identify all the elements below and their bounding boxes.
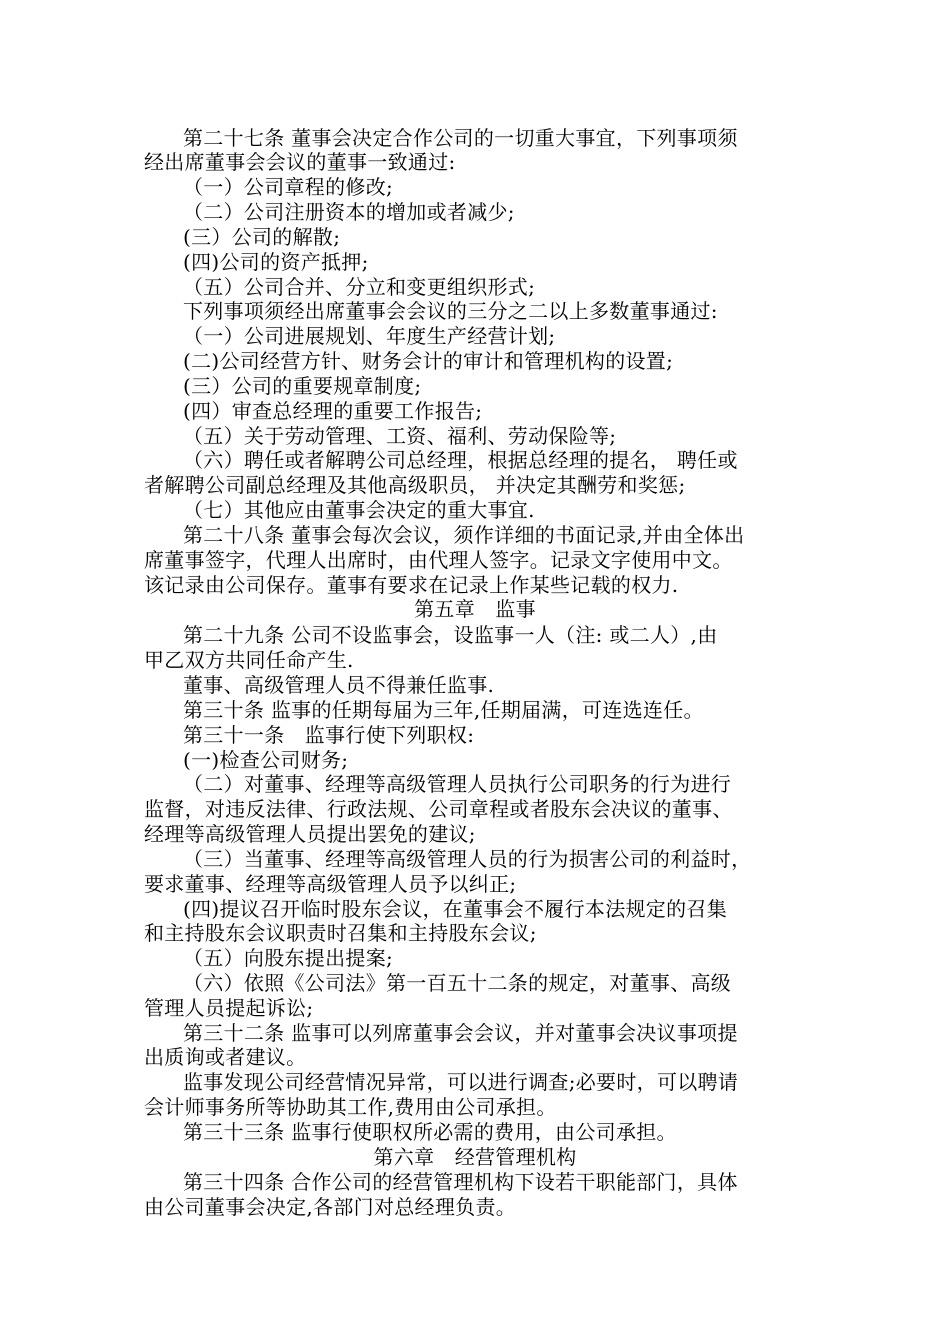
text-line: 席董事签字，代理人出席时，由代理人签字。记录文字使用中文。 <box>144 548 733 572</box>
text-line: 出质询或者建议。 <box>144 1045 307 1069</box>
text-line: 要求董事、经理等高级管理人员予以纠正; <box>144 872 517 896</box>
text-line: 第二十八条 董事会每次会议，须作详细的书面记录,并由全体出 <box>183 523 745 547</box>
text-line: 监督，对违反法律、行政法规、公司章程或者股东会决议的董事、 <box>144 797 733 821</box>
text-line: (三）公司的解散; <box>183 225 341 249</box>
text-line: 管理人员提起诉讼; <box>144 996 314 1020</box>
text-line: （五）关于劳动管理、工资、福利、劳动保险等; <box>183 424 617 448</box>
text-line: 经出席董事会会议的董事一致通过: <box>144 150 456 174</box>
text-line: 甲乙双方共同任命产生. <box>144 648 354 672</box>
text-line: （二）公司注册资本的增加或者减少; <box>183 200 515 224</box>
text-line: （三）当董事、经理等高级管理人员的行为损害公司的利益时， <box>183 847 752 871</box>
text-line: 由公司董事会决定,各部门对总经理负责。 <box>144 1195 517 1219</box>
text-line: 第三十四条 合作公司的经营管理机构下设若干职能部门，具体 <box>183 1170 738 1194</box>
text-line: 第三十三条 监事行使职权所必需的费用，由公司承担。 <box>183 1120 677 1144</box>
text-line: 该记录由公司保存。董事有要求在记录上作某些记载的权力. <box>144 573 679 597</box>
text-line: (三）公司的重要规章制度; <box>183 374 422 398</box>
text-line: 下列事项须经出席董事会会议的三分之二以上多数董事通过: <box>183 299 718 323</box>
text-line: 和主持股东会议职责时召集和主持股东会议; <box>144 921 537 945</box>
text-line: (四)公司的资产抵押; <box>183 250 369 274</box>
text-line: 会计师事务所等协助其工作,费用由公司承担。 <box>144 1095 557 1119</box>
text-line: 第二十七条 董事会决定合作公司的一切重大事宜，下列事项须 <box>183 126 738 150</box>
text-line: 监事发现公司经营情况异常，可以进行调查;必要时，可以聘请 <box>183 1070 739 1094</box>
text-line: 第二十九条 公司不设监事会，设监事一人（注: 或二人）,由 <box>183 623 718 647</box>
text-line: （一）公司进展规划、年度生产经营计划; <box>183 324 556 348</box>
text-line: 经理等高级管理人员提出罢免的建议; <box>144 822 476 846</box>
text-line: （六）依照《公司法》第一百五十二条的规定，对董事、高级 <box>183 971 732 995</box>
text-line: (二)公司经营方针、财务会计的审计和管理机构的设置; <box>183 349 674 373</box>
text-line: 董事、高级管理人员不得兼任监事. <box>183 673 495 697</box>
text-line: 者解聘公司副总经理及其他高级职员， 并决定其酬劳和奖惩; <box>144 473 686 497</box>
text-line: （五）向股东提出提案; <box>183 946 394 970</box>
text-line: （五）公司合并、分立和变更组织形式; <box>183 275 536 299</box>
chapter-heading: 第五章 监事 <box>414 597 536 621</box>
text-line: 第三十条 监事的任期每届为三年,任期届满，可连选连任。 <box>183 698 704 722</box>
text-line: (一)检查公司财务; <box>183 748 349 772</box>
text-line: （七）其他应由董事会决定的重大事宜. <box>183 498 535 522</box>
text-line: （一）公司章程的修改; <box>183 175 394 199</box>
text-line: （六）聘任或者解聘公司总经理，根据总经理的提名， 聘任或 <box>183 448 738 472</box>
chapter-heading: 第六章 经营管理机构 <box>373 1145 577 1169</box>
text-line: (四)提议召开临时股东会议，在董事会不履行本法规定的召集 <box>183 897 728 921</box>
text-line: （二）对董事、经理等高级管理人员执行公司职务的行为进行 <box>183 772 732 796</box>
text-line: (四）审查总经理的重要工作报告; <box>183 399 483 423</box>
text-line: 第三十二条 监事可以列席董事会会议，并对董事会决议事项提 <box>183 1021 738 1045</box>
text-line: 第三十一条 监事行使下列职权: <box>183 723 475 747</box>
